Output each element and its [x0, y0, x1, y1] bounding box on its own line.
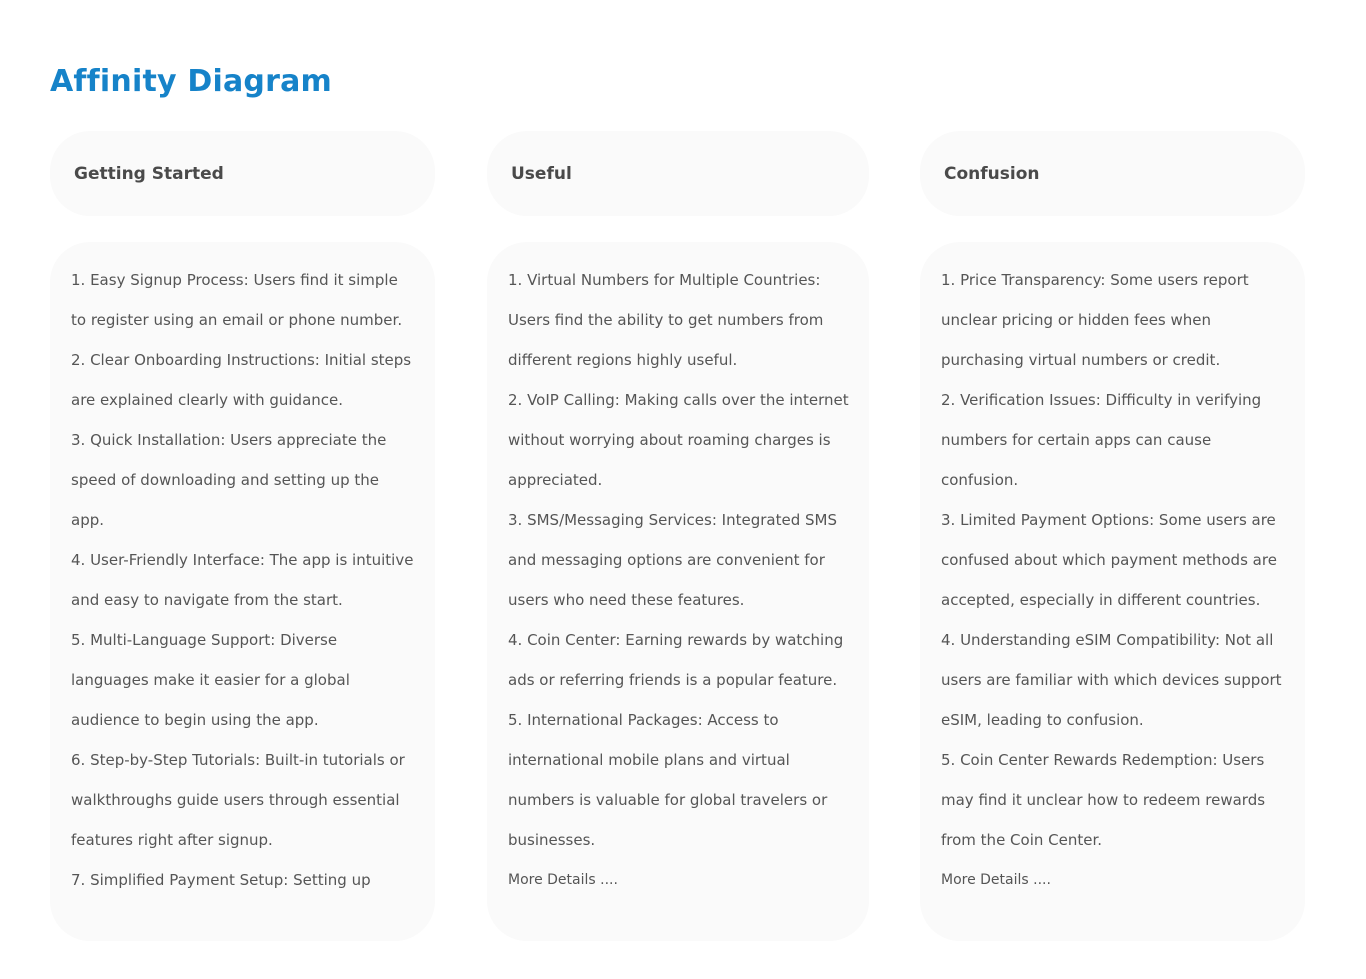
list-item: 6. Step-by-Step Tutorials: Built-in tutorials or walkthroughs guide users through essential features right after signup. [71, 751, 405, 849]
list-item: 3. Limited Payment Options: Some users are confused about which payment methods are accepted, especially in different countries. [941, 511, 1277, 609]
column-card-confusion [920, 242, 1305, 941]
list-item: 4. Coin Center: Earning rewards by watching ads or referring friends is a popular feature. [508, 631, 844, 689]
column-header-getting-started [50, 131, 435, 216]
list-item: 5. Multi-Language Support: Diverse languages make it easier for a global audience to begin using the app. [71, 631, 350, 729]
page-title: Affinity Diagram [50, 64, 332, 99]
list-item: 1. Virtual Numbers for Multiple Countries: Users find the ability to get numbers from different regions highly useful. [508, 271, 824, 369]
list-item: 5. Coin Center Rewards Redemption: Users may find it unclear how to redeem rewards from the Coin Center. [941, 751, 1266, 849]
column-header-useful [487, 131, 869, 216]
item-list [508, 260, 849, 860]
list-item: 2. Verification Issues: Difficulty in verifying numbers for certain apps can cause confusion. [941, 391, 1262, 489]
column-heading: Getting Started [74, 163, 224, 184]
more-details-link[interactable]: More Details .... [508, 872, 618, 888]
list-item: 1. Easy Signup Process: Users find it simple to register using an email or phone number. [71, 271, 403, 329]
list-item: 5. International Packages: Access to international mobile plans and virtual numbers is valuable for global travelers or businesses. [508, 711, 828, 849]
list-item: 2. VoIP Calling: Making calls over the internet without worrying about roaming charges is appreciated. [508, 391, 849, 489]
item-list [71, 260, 415, 900]
list-item: 2. Clear Onboarding Instructions: Initial steps are explained clearly with guidance. [71, 351, 412, 409]
column-heading: Confusion [944, 163, 1040, 184]
list-item: 3. SMS/Messaging Services: Integrated SMS and messaging options are convenient for users who need these features. [508, 511, 837, 609]
item-list [941, 260, 1285, 860]
column-card-getting-started [50, 242, 435, 941]
list-item: 4. Understanding eSIM Compatibility: Not all users are familiar with which devices support eSIM, leading to confusion. [941, 631, 1282, 729]
list-item: 4. User-Friendly Interface: The app is intuitive and easy to navigate from the start. [71, 551, 414, 609]
column-card-useful [487, 242, 869, 941]
column-header-confusion [920, 131, 1305, 216]
list-item: 3. Quick Installation: Users appreciate the speed of downloading and setting up the app. [71, 431, 387, 529]
more-details-link[interactable]: More Details .... [941, 872, 1051, 888]
list-item: 1. Price Transparency: Some users report unclear pricing or hidden fees when purchasing virtual numbers or credit. [941, 271, 1249, 369]
column-heading: Useful [511, 163, 572, 184]
list-item: 7. Simplified Payment Setup: Setting up [71, 871, 371, 889]
